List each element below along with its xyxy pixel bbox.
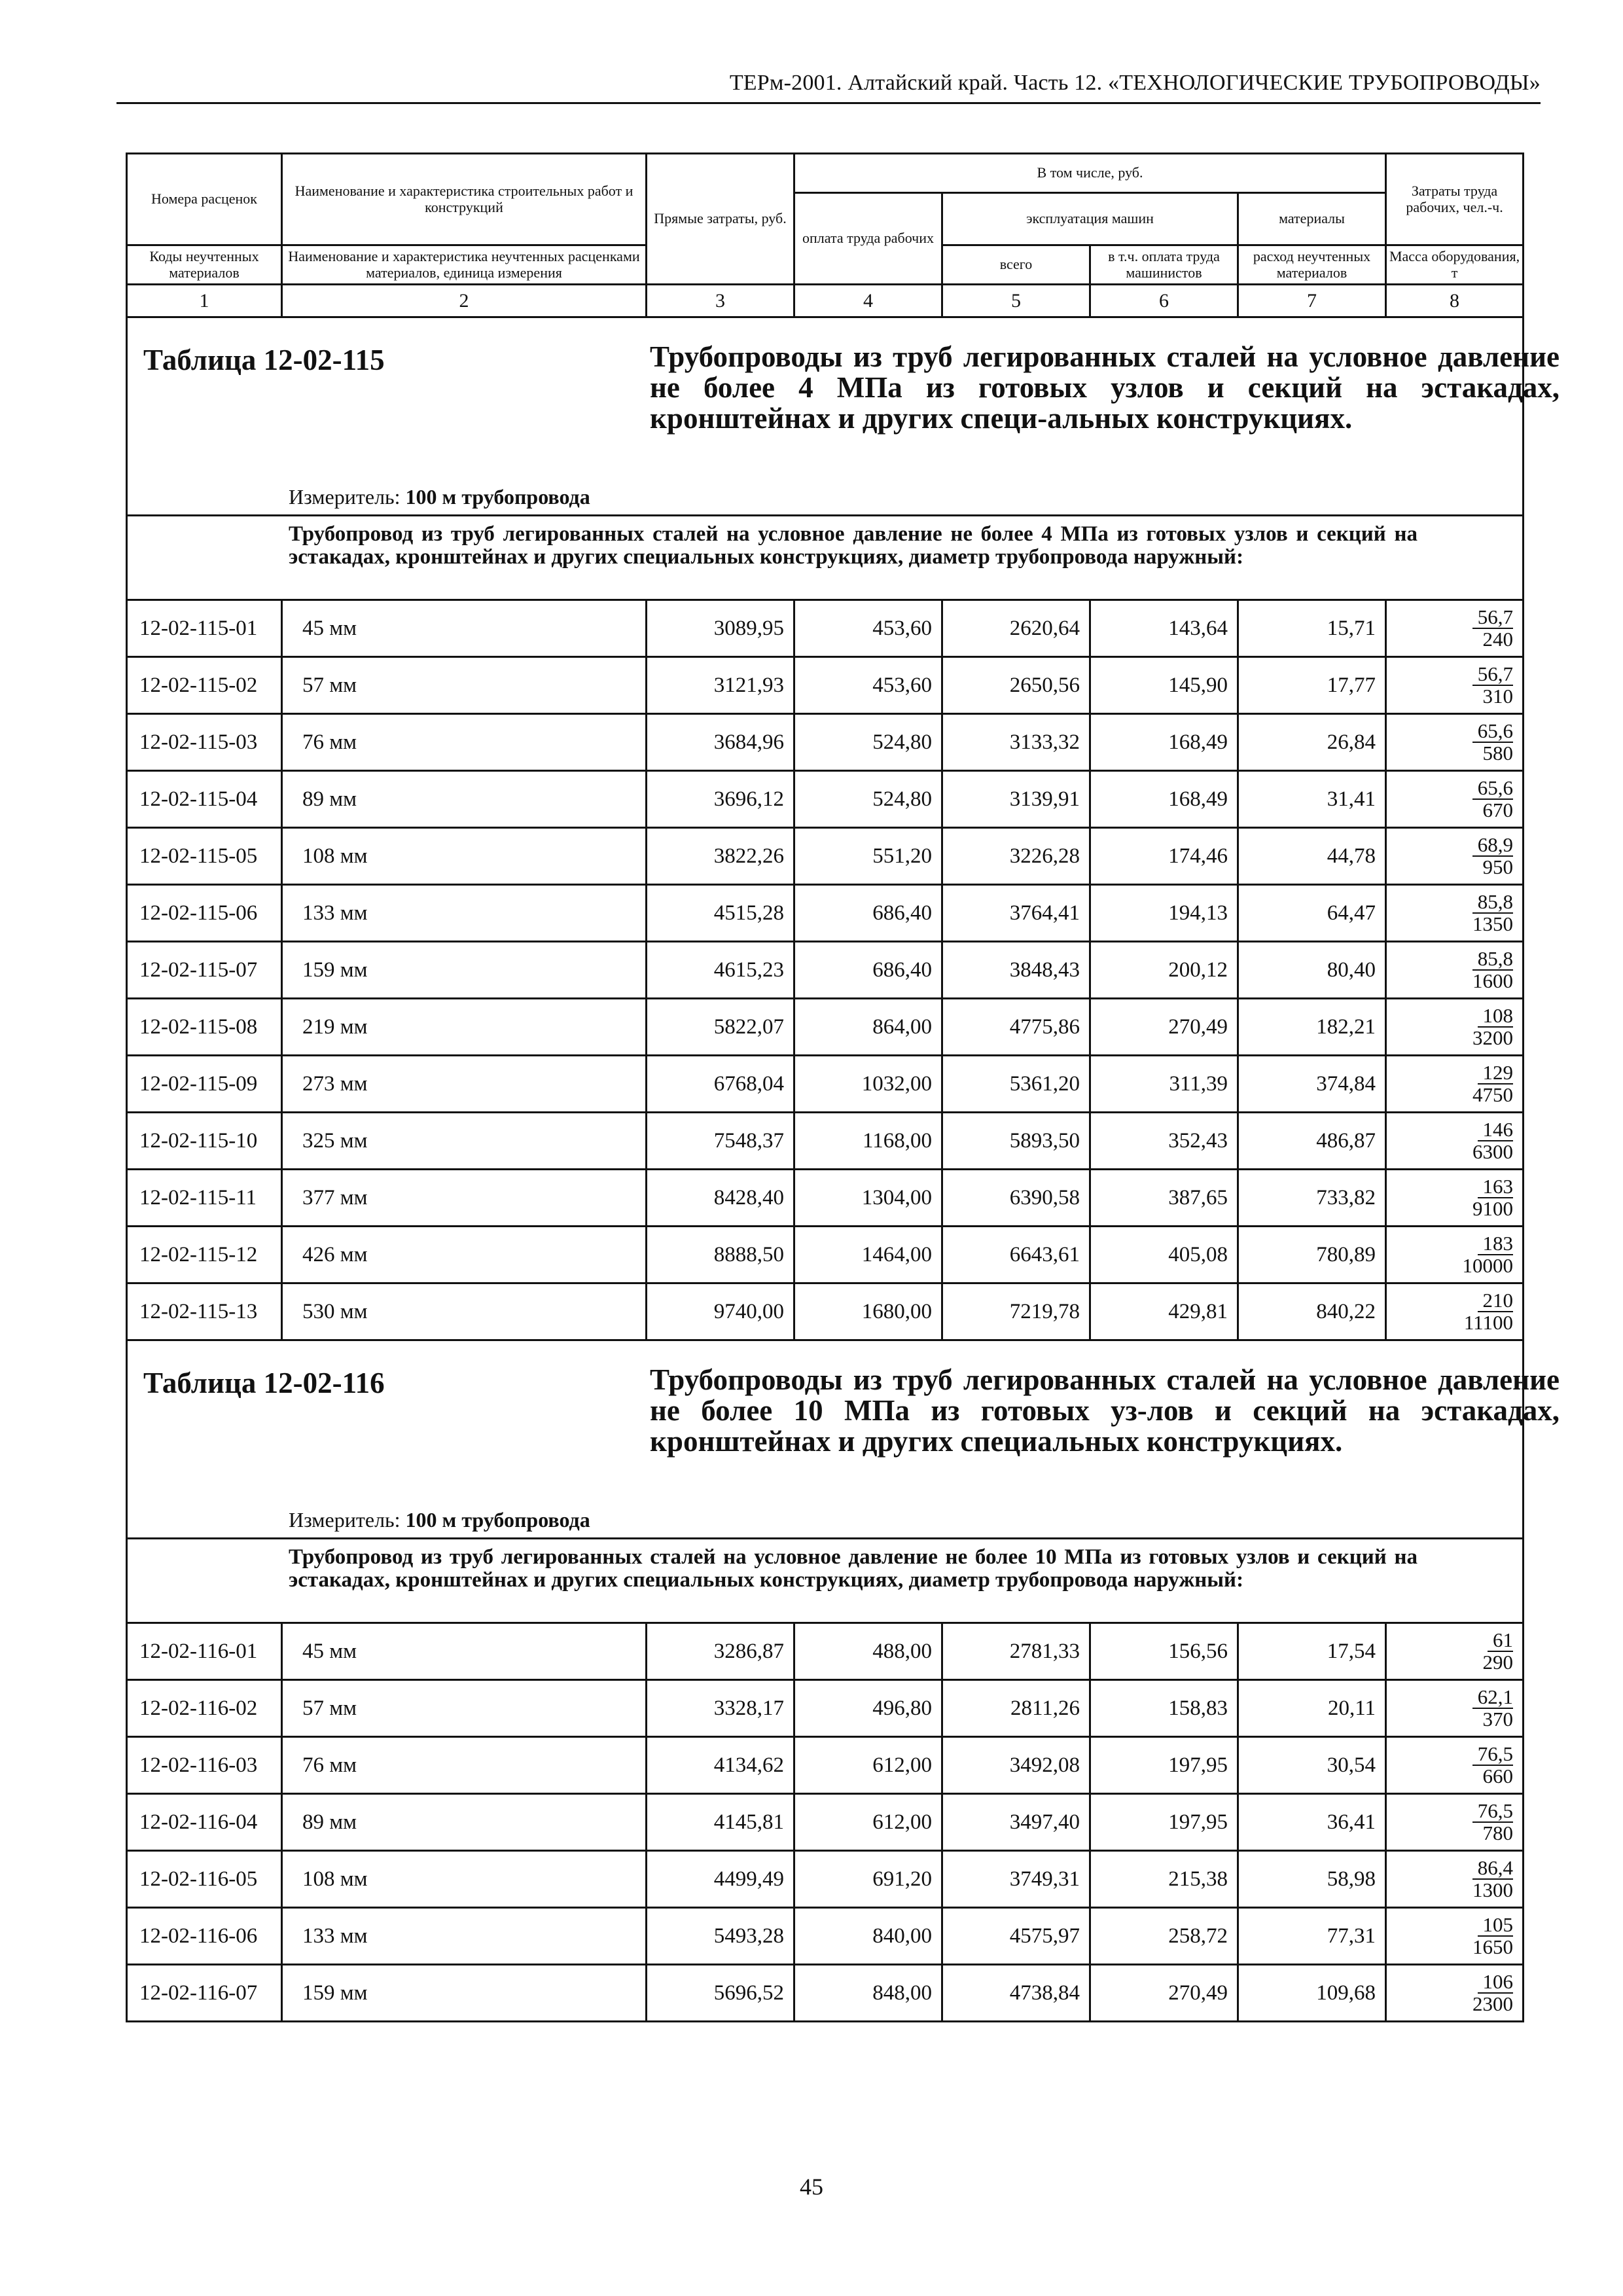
rate-code: 12-02-115-04 — [127, 771, 282, 828]
labor-pay: 686,40 — [794, 942, 942, 999]
labor-hours: 65,6 — [1472, 721, 1513, 743]
labor-pay: 691,20 — [794, 1851, 942, 1908]
rate-name: 76 мм — [282, 1737, 647, 1794]
equipment-mass: 1600 — [1472, 969, 1514, 992]
materials: 374,84 — [1238, 1056, 1386, 1113]
rate-code: 12-02-115-06 — [127, 885, 282, 942]
column-numbers-row — [127, 285, 1524, 317]
machines-total: 3226,28 — [942, 828, 1090, 885]
rate-name: 45 мм — [282, 600, 647, 657]
machines-operators: 156,56 — [1090, 1623, 1238, 1680]
table-row — [127, 1794, 1524, 1851]
machines-total: 3497,40 — [942, 1794, 1090, 1851]
machines-total: 3133,32 — [942, 714, 1090, 771]
labor-hours: 56,7 — [1472, 664, 1513, 686]
table-row — [127, 714, 1524, 771]
running-header: ТЕРм-2001. Алтайский край. Часть 12. «ТЕХНОЛОГИЧЕСКИЕ ТРУБОПРОВОДЫ» — [116, 71, 1541, 104]
table-row — [127, 1623, 1524, 1680]
labor-mass-cell — [1386, 999, 1524, 1056]
labor-pay: 488,00 — [794, 1623, 942, 1680]
direct-costs: 3822,26 — [647, 828, 794, 885]
direct-costs: 8428,40 — [647, 1170, 794, 1227]
table-row — [127, 999, 1524, 1056]
equipment-mass: 780 — [1482, 1821, 1514, 1844]
rates-table — [126, 152, 1560, 2022]
labor-mass-cell — [1386, 1851, 1524, 1908]
direct-costs: 3089,95 — [647, 600, 794, 657]
direct-costs: 4615,23 — [647, 942, 794, 999]
rate-name: 159 мм — [282, 1965, 647, 2022]
materials: 780,89 — [1238, 1227, 1386, 1283]
equipment-mass: 1650 — [1472, 1935, 1514, 1958]
labor-mass-cell — [1386, 1056, 1524, 1113]
machines-total: 2811,26 — [942, 1680, 1090, 1737]
materials: 17,54 — [1238, 1623, 1386, 1680]
labor-mass-fraction — [1467, 891, 1513, 934]
labor-pay: 1304,00 — [794, 1170, 942, 1227]
machines-operators: 194,13 — [1090, 885, 1238, 942]
labor-pay: 453,60 — [794, 657, 942, 714]
col-head-labor-top: Затраты труда рабочих, чел.-ч. — [1386, 154, 1524, 245]
equipment-mass: 240 — [1482, 628, 1514, 651]
labor-mass-cell — [1386, 771, 1524, 828]
labor-mass-fraction — [1472, 664, 1513, 706]
direct-costs: 5696,52 — [647, 1965, 794, 2022]
labor-pay: 496,80 — [794, 1680, 942, 1737]
labor-mass-fraction — [1472, 1687, 1513, 1729]
labor-pay: 612,00 — [794, 1794, 942, 1851]
rate-code: 12-02-115-11 — [127, 1170, 282, 1227]
labor-pay: 1168,00 — [794, 1113, 942, 1170]
machines-operators: 270,49 — [1090, 999, 1238, 1056]
machines-operators: 168,49 — [1090, 714, 1238, 771]
col-head-machines: эксплуатация машин — [942, 193, 1238, 245]
labor-mass-fraction — [1467, 1062, 1513, 1105]
machines-operators: 174,46 — [1090, 828, 1238, 885]
rate-name: 89 мм — [282, 771, 647, 828]
table-section-header — [127, 1340, 1560, 1539]
table-row — [127, 1283, 1524, 1340]
machines-total: 2781,33 — [942, 1623, 1090, 1680]
equipment-mass: 9100 — [1472, 1197, 1514, 1220]
labor-hours: 85,8 — [1472, 891, 1513, 914]
table-section-header — [127, 317, 1560, 516]
direct-costs: 4499,49 — [647, 1851, 794, 1908]
labor-mass-fraction — [1472, 834, 1513, 877]
direct-costs: 4145,81 — [647, 1794, 794, 1851]
rate-code: 12-02-115-02 — [127, 657, 282, 714]
equipment-mass: 580 — [1482, 742, 1514, 764]
rate-code: 12-02-116-07 — [127, 1965, 282, 2022]
rate-name: 57 мм — [282, 657, 647, 714]
equipment-mass: 290 — [1482, 1651, 1514, 1674]
col-head-machines-total: всего — [942, 245, 1090, 285]
table-row — [127, 828, 1524, 885]
table-row — [127, 1113, 1524, 1170]
labor-pay: 864,00 — [794, 999, 942, 1056]
machines-operators: 405,08 — [1090, 1227, 1238, 1283]
labor-mass-fraction — [1478, 1630, 1514, 1672]
labor-pay: 848,00 — [794, 1965, 942, 2022]
table-heading: Трубопроводы из труб легированных сталей на условное давление не более 4 МПа из готовых узлов и секций на эстакадах, кронштейнах и других специ-альных конструкциях. — [650, 340, 1560, 435]
meter-value: 100 м трубопровода — [405, 485, 590, 509]
direct-costs: 8888,50 — [647, 1227, 794, 1283]
meter-value: 100 м трубопровода — [405, 1508, 590, 1532]
table-heading: Трубопроводы из труб легированных сталей на условное давление не более 10 МПа из готовых уз-лов и секций на эстакадах, кронштейнах и других специальных конструкциях. — [650, 1363, 1560, 1458]
rate-code: 12-02-116-06 — [127, 1908, 282, 1965]
labor-pay: 453,60 — [794, 600, 942, 657]
machines-total: 3492,08 — [942, 1737, 1090, 1794]
column-number: 8 — [1386, 285, 1524, 317]
labor-hours: 183 — [1478, 1233, 1514, 1255]
col-head-direct-costs: Прямые затраты, руб. — [647, 154, 794, 285]
equipment-mass: 3200 — [1472, 1026, 1514, 1049]
labor-pay: 524,80 — [794, 771, 942, 828]
machines-total: 3139,91 — [942, 771, 1090, 828]
labor-mass-fraction — [1467, 1857, 1513, 1900]
machines-total: 5361,20 — [942, 1056, 1090, 1113]
rate-code: 12-02-115-08 — [127, 999, 282, 1056]
rate-name: 76 мм — [282, 714, 647, 771]
rate-name: 133 мм — [282, 1908, 647, 1965]
machines-total: 2620,64 — [942, 600, 1090, 657]
machines-total: 5893,50 — [942, 1113, 1090, 1170]
table-description: Трубопровод из труб легированных сталей на условное давление не более 10 МПа из готовых узлов и секций на эстакадах, кронштейнах и других специальных конструкциях, диаметр трубопровода наружный: — [289, 1545, 1418, 1592]
labor-hours: 61 — [1488, 1630, 1513, 1652]
labor-pay: 551,20 — [794, 828, 942, 885]
col-head-materials-unaccounted: расход неучтенных материалов — [1238, 245, 1386, 285]
table-row — [127, 1965, 1524, 2022]
column-number: 4 — [794, 285, 942, 317]
rate-code: 12-02-115-05 — [127, 828, 282, 885]
column-number: 2 — [282, 285, 647, 317]
equipment-mass: 1300 — [1472, 1878, 1514, 1901]
materials: 30,54 — [1238, 1737, 1386, 1794]
col-head-labor-bottom: Масса оборудования, т — [1386, 245, 1524, 285]
direct-costs: 3696,12 — [647, 771, 794, 828]
rate-code: 12-02-115-13 — [127, 1283, 282, 1340]
labor-mass-fraction — [1472, 1744, 1513, 1786]
table-row — [127, 1227, 1524, 1283]
labor-mass-cell — [1386, 828, 1524, 885]
rate-name: 108 мм — [282, 1851, 647, 1908]
table-row — [127, 657, 1524, 714]
rate-name: 377 мм — [282, 1170, 647, 1227]
direct-costs: 3121,93 — [647, 657, 794, 714]
labor-mass-fraction — [1467, 1971, 1513, 2014]
rate-name: 159 мм — [282, 942, 647, 999]
machines-operators: 215,38 — [1090, 1851, 1238, 1908]
labor-hours: 105 — [1478, 1914, 1514, 1937]
column-number: 1 — [127, 285, 282, 317]
rate-name: 325 мм — [282, 1113, 647, 1170]
materials: 109,68 — [1238, 1965, 1386, 2022]
rate-name: 530 мм — [282, 1283, 647, 1340]
direct-costs: 6768,04 — [647, 1056, 794, 1113]
table-title: Таблица 12-02-115 — [143, 344, 385, 376]
machines-total: 4575,97 — [942, 1908, 1090, 1965]
table-row — [127, 1170, 1524, 1227]
labor-hours: 108 — [1478, 1005, 1514, 1028]
machines-operators: 158,83 — [1090, 1680, 1238, 1737]
machines-operators: 143,64 — [1090, 600, 1238, 657]
equipment-mass: 310 — [1482, 685, 1514, 708]
page-number: 45 — [800, 2174, 823, 2200]
materials: 31,41 — [1238, 771, 1386, 828]
rate-code: 12-02-116-05 — [127, 1851, 282, 1908]
rate-code: 12-02-115-07 — [127, 942, 282, 999]
materials: 182,21 — [1238, 999, 1386, 1056]
column-number: 6 — [1090, 285, 1238, 317]
machines-total: 4738,84 — [942, 1965, 1090, 2022]
materials: 58,98 — [1238, 1851, 1386, 1908]
table-row — [127, 885, 1524, 942]
machines-total: 7219,78 — [942, 1283, 1090, 1340]
labor-mass-fraction — [1467, 1119, 1513, 1162]
labor-pay: 686,40 — [794, 885, 942, 942]
direct-costs: 5822,07 — [647, 999, 794, 1056]
labor-mass-fraction — [1467, 1914, 1513, 1957]
machines-operators: 145,90 — [1090, 657, 1238, 714]
machines-operators: 311,39 — [1090, 1056, 1238, 1113]
labor-pay: 1032,00 — [794, 1056, 942, 1113]
machines-operators: 197,95 — [1090, 1737, 1238, 1794]
labor-pay: 840,00 — [794, 1908, 942, 1965]
labor-mass-cell — [1386, 1623, 1524, 1680]
labor-hours: 85,8 — [1472, 948, 1513, 971]
rate-name: 133 мм — [282, 885, 647, 942]
labor-hours: 68,9 — [1472, 834, 1513, 857]
equipment-mass: 660 — [1482, 1765, 1514, 1787]
machines-total: 6643,61 — [942, 1227, 1090, 1283]
machines-total: 3749,31 — [942, 1851, 1090, 1908]
materials: 44,78 — [1238, 828, 1386, 885]
materials: 20,11 — [1238, 1680, 1386, 1737]
materials: 26,84 — [1238, 714, 1386, 771]
labor-mass-cell — [1386, 1908, 1524, 1965]
rate-code: 12-02-116-03 — [127, 1737, 282, 1794]
labor-hours: 106 — [1478, 1971, 1514, 1994]
labor-mass-cell — [1386, 1227, 1524, 1283]
machines-operators: 168,49 — [1090, 771, 1238, 828]
labor-mass-fraction — [1472, 778, 1513, 820]
equipment-mass: 6300 — [1472, 1140, 1514, 1163]
rate-code: 12-02-116-04 — [127, 1794, 282, 1851]
labor-hours: 76,5 — [1472, 1744, 1513, 1766]
direct-costs: 4134,62 — [647, 1737, 794, 1794]
materials: 36,41 — [1238, 1794, 1386, 1851]
direct-costs: 3684,96 — [647, 714, 794, 771]
labor-pay: 1464,00 — [794, 1227, 942, 1283]
table-row — [127, 1908, 1524, 1965]
machines-total: 6390,58 — [942, 1170, 1090, 1227]
labor-mass-fraction — [1459, 1290, 1513, 1333]
rate-name: 57 мм — [282, 1680, 647, 1737]
table-row — [127, 1737, 1524, 1794]
labor-hours: 129 — [1478, 1062, 1514, 1085]
table-description-cell — [127, 1539, 1524, 1623]
meter-label: Измеритель: — [289, 485, 401, 509]
table-row — [127, 600, 1524, 657]
table-row — [127, 771, 1524, 828]
machines-total: 3764,41 — [942, 885, 1090, 942]
rate-name: 108 мм — [282, 828, 647, 885]
materials: 486,87 — [1238, 1113, 1386, 1170]
machines-operators: 352,43 — [1090, 1113, 1238, 1170]
direct-costs: 9740,00 — [647, 1283, 794, 1340]
labor-hours: 210 — [1478, 1290, 1514, 1312]
labor-mass-fraction — [1467, 1005, 1513, 1048]
materials: 80,40 — [1238, 942, 1386, 999]
machines-total: 2650,56 — [942, 657, 1090, 714]
direct-costs: 3328,17 — [647, 1680, 794, 1737]
labor-mass-cell — [1386, 1113, 1524, 1170]
materials: 840,22 — [1238, 1283, 1386, 1340]
table-meter — [289, 1508, 590, 1532]
meter-label: Измеритель: — [289, 1508, 401, 1532]
rate-name: 426 мм — [282, 1227, 647, 1283]
labor-hours: 163 — [1478, 1176, 1514, 1198]
equipment-mass: 10000 — [1462, 1254, 1514, 1277]
machines-operators: 197,95 — [1090, 1794, 1238, 1851]
rate-name: 45 мм — [282, 1623, 647, 1680]
equipment-mass: 1350 — [1472, 912, 1514, 935]
labor-hours: 146 — [1478, 1119, 1514, 1141]
rate-name: 273 мм — [282, 1056, 647, 1113]
labor-pay: 612,00 — [794, 1737, 942, 1794]
equipment-mass: 670 — [1482, 798, 1514, 821]
materials: 15,71 — [1238, 600, 1386, 657]
direct-costs: 5493,28 — [647, 1908, 794, 1965]
machines-total: 3848,43 — [942, 942, 1090, 999]
col-head-code-bottom: Коды неучтенных материалов — [127, 245, 282, 285]
labor-mass-fraction — [1472, 607, 1513, 649]
labor-mass-cell — [1386, 885, 1524, 942]
labor-mass-cell — [1386, 1170, 1524, 1227]
rate-code: 12-02-115-03 — [127, 714, 282, 771]
labor-mass-cell — [1386, 1794, 1524, 1851]
equipment-mass: 950 — [1482, 855, 1514, 878]
equipment-mass: 370 — [1482, 1708, 1514, 1731]
rate-code: 12-02-115-01 — [127, 600, 282, 657]
labor-mass-cell — [1386, 942, 1524, 999]
table-row — [127, 1680, 1524, 1737]
col-head-name-top: Наименование и характеристика строительных работ и конструкций — [282, 154, 647, 245]
equipment-mass: 11100 — [1463, 1311, 1514, 1334]
labor-hours: 62,1 — [1472, 1687, 1513, 1709]
labor-mass-cell — [1386, 1737, 1524, 1794]
labor-mass-cell — [1386, 1283, 1524, 1340]
labor-mass-fraction — [1467, 1176, 1513, 1219]
rate-code: 12-02-115-12 — [127, 1227, 282, 1283]
table-title: Таблица 12-02-116 — [143, 1367, 385, 1399]
machines-total: 4775,86 — [942, 999, 1090, 1056]
labor-mass-cell — [1386, 714, 1524, 771]
labor-hours: 86,4 — [1472, 1857, 1513, 1880]
labor-mass-fraction — [1467, 948, 1513, 991]
rate-code: 12-02-116-02 — [127, 1680, 282, 1737]
labor-mass-cell — [1386, 1965, 1524, 2022]
column-number: 3 — [647, 285, 794, 317]
labor-mass-cell — [1386, 657, 1524, 714]
rate-name: 219 мм — [282, 999, 647, 1056]
labor-mass-fraction — [1472, 1801, 1513, 1843]
rate-code: 12-02-115-09 — [127, 1056, 282, 1113]
table-description: Трубопровод из труб легированных сталей на условное давление не более 4 МПа из готовых узлов и секций на эстакадах, кронштейнах и других специальных конструкциях, диаметр трубопровода наружный: — [289, 522, 1418, 569]
column-number: 7 — [1238, 285, 1386, 317]
table-description-cell — [127, 516, 1524, 600]
table-row — [127, 1851, 1524, 1908]
direct-costs: 7548,37 — [647, 1113, 794, 1170]
table-meter — [289, 485, 590, 509]
machines-operators: 387,65 — [1090, 1170, 1238, 1227]
labor-pay: 1680,00 — [794, 1283, 942, 1340]
materials: 733,82 — [1238, 1170, 1386, 1227]
direct-costs: 4515,28 — [647, 885, 794, 942]
labor-mass-fraction — [1472, 721, 1513, 763]
machines-operators: 429,81 — [1090, 1283, 1238, 1340]
col-head-code-top: Номера расценок — [127, 154, 282, 245]
rate-code: 12-02-115-10 — [127, 1113, 282, 1170]
equipment-mass: 2300 — [1472, 1992, 1514, 2015]
labor-mass-cell — [1386, 1680, 1524, 1737]
table-row — [127, 942, 1524, 999]
col-head-machines-operators: в т.ч. оплата труда машинистов — [1090, 245, 1238, 285]
materials: 77,31 — [1238, 1908, 1386, 1965]
labor-mass-fraction — [1457, 1233, 1514, 1276]
machines-operators: 200,12 — [1090, 942, 1238, 999]
labor-hours: 76,5 — [1472, 1801, 1513, 1823]
materials: 64,47 — [1238, 885, 1386, 942]
machines-operators: 270,49 — [1090, 1965, 1238, 2022]
direct-costs: 3286,87 — [647, 1623, 794, 1680]
column-number: 5 — [942, 285, 1090, 317]
labor-mass-cell — [1386, 600, 1524, 657]
col-head-including: В том числе, руб. — [794, 154, 1386, 193]
labor-hours: 65,6 — [1472, 778, 1513, 800]
machines-operators: 258,72 — [1090, 1908, 1238, 1965]
col-head-materials: материалы — [1238, 193, 1386, 245]
col-head-name-bottom: Наименование и характеристика неучтенных расценками материалов, единица измерения — [282, 245, 647, 285]
labor-pay: 524,80 — [794, 714, 942, 771]
rate-name: 89 мм — [282, 1794, 647, 1851]
table-row — [127, 1056, 1524, 1113]
col-head-labor-pay: оплата труда рабочих — [794, 193, 942, 285]
equipment-mass: 4750 — [1472, 1083, 1514, 1106]
labor-hours: 56,7 — [1472, 607, 1513, 629]
rate-code: 12-02-116-01 — [127, 1623, 282, 1680]
materials: 17,77 — [1238, 657, 1386, 714]
